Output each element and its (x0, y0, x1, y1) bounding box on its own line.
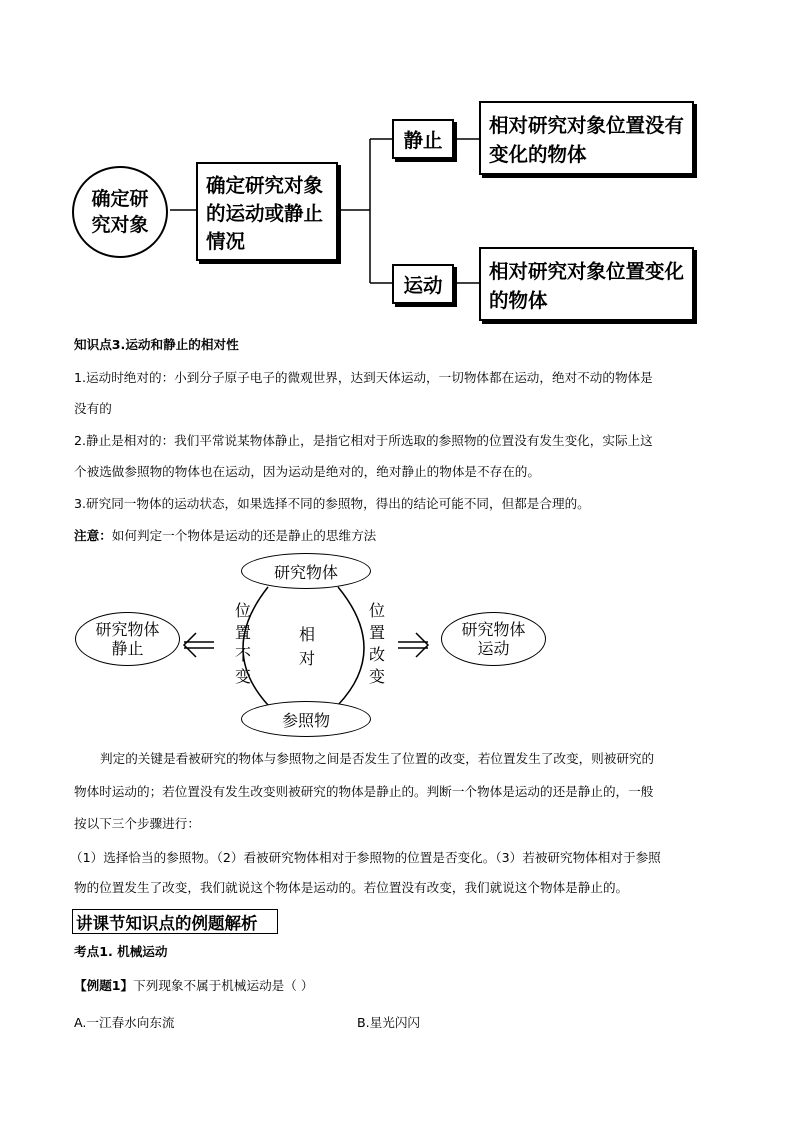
note-text: 如何判定一个物体是运动的还是静止的思维方法 (111, 528, 377, 543)
kp3-note (74, 527, 734, 544)
example-1 (74, 977, 734, 994)
motion-label: 运动 (403, 274, 443, 297)
still-box (392, 119, 454, 159)
judge-line5: 物的位置发生了改变，我们就说这个物体是运动的。若位置没有改变，我们就说这个物体是静止的。 (74, 880, 629, 895)
bottom-ellipse (241, 701, 371, 737)
left-ellipse (75, 612, 180, 666)
motion-box (392, 264, 454, 304)
section-title-box (72, 909, 278, 934)
kp3-p1-line2: 没有的 (74, 401, 112, 416)
section-title: 讲课节知识点的例题解析 (76, 913, 258, 933)
still-desc-label: 相对研究对象位置没有变化的物体 (489, 114, 685, 166)
right-ellipse (441, 612, 546, 666)
top-ellipse-label: 研究物体 (273, 562, 338, 582)
flow-circle (72, 166, 168, 258)
judge-line1: 判定的关键是看被研究的物体与参照物之间是否发生了位置的改变，若位置发生了改变，则被研究的 (100, 751, 655, 766)
center-vertical-label: 相对 (298, 625, 315, 668)
kp3-p2-line2: 个被选做参照物的物体也在运动，因为运动是绝对的，绝对静止的物体是不存在的。 (74, 464, 540, 479)
still-label: 静止 (403, 129, 443, 152)
kp3-p3: 3.研究同一物体的运动状态，如果选择不同的参照物，得出的结论可能不同，但都是合理的。 (74, 496, 590, 511)
judge-line4: （1）选择恰当的参照物。（2）看被研究物体相对于参照物的位置是否变化。（3）若被研究物体相对于参照 (70, 850, 661, 865)
bottom-ellipse-label: 参照物 (281, 710, 330, 730)
kp3-p2-line1: 2.静止是相对的：我们平常说某物体静止，是指它相对于所选取的参照物的位置没有发生变化，实际上这 (74, 433, 653, 448)
example-text: 下列现象不属于机械运动是（ ） (133, 978, 314, 993)
left-ellipse-label: 研究物体静止 (95, 620, 160, 658)
motion-desc-label: 相对研究对象位置变化的物体 (489, 260, 685, 312)
flow-middle-box (196, 162, 338, 261)
judge-line2: 物体时运动的；若位置没有发生改变则被研究的物体是静止的。判断一个物体是运动的还是静止的，一般 (74, 784, 654, 799)
right-ellipse-label: 研究物体运动 (461, 620, 526, 658)
option-a: A.一江春水向东流 (74, 1015, 175, 1030)
right-vertical-label: 位置改变 (368, 601, 385, 686)
still-desc-box (479, 101, 694, 175)
top-ellipse (241, 553, 371, 589)
left-vertical-label: 位置不变 (234, 601, 251, 686)
flow-circle-label: 确定研究对象 (91, 188, 149, 236)
flow-middle-label: 确定研究对象的运动或静止情况 (206, 174, 324, 253)
example-label: 【例题1】 (74, 978, 134, 993)
kaodian-heading: 考点1. 机械运动 (74, 944, 168, 959)
note-label: 注意： (74, 528, 112, 543)
judge-line3: 按以下三个步骤进行： (74, 816, 200, 831)
kp3-p1-line1: 1.运动时绝对的：小到分子原子电子的微观世界，达到天体运动，一切物体都在运动，绝对不动的物体是 (74, 370, 653, 385)
option-b: B.星光闪闪 (357, 1015, 421, 1030)
motion-desc-box (479, 247, 694, 321)
kp3-heading: 知识点3.运动和静止的相对性 (74, 337, 239, 352)
